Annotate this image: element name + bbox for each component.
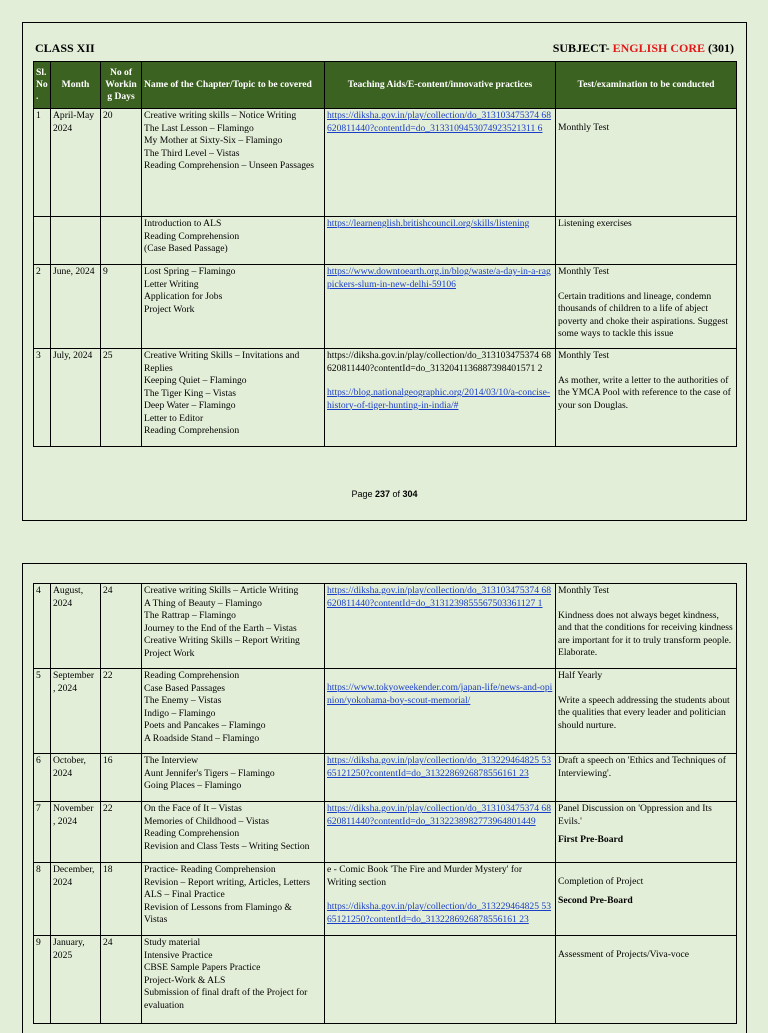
exam-label: Second Pre-Board bbox=[558, 894, 633, 906]
topic-item: The Enemy – Vistas bbox=[144, 695, 222, 706]
subject-prefix: SUBJECT- bbox=[552, 41, 613, 55]
aids-cell bbox=[325, 265, 556, 349]
test-cell bbox=[556, 349, 737, 447]
page-number: 237 bbox=[374, 489, 390, 499]
topic-item: Reading Comprehension bbox=[144, 230, 240, 242]
topic-item: Poets and Pancakes – Flamingo bbox=[144, 720, 266, 731]
aids-cell bbox=[325, 802, 556, 863]
topics-cell bbox=[142, 802, 325, 863]
topic-item: Study material bbox=[144, 937, 201, 948]
aids-cell bbox=[325, 936, 556, 1024]
topic-item: Reading Comprehension – Unseen Passages bbox=[144, 160, 314, 171]
topics-cell bbox=[142, 754, 325, 802]
topics-cell bbox=[142, 265, 325, 349]
british-council-link[interactable]: https://learnenglish.britishcouncil.org/skills/listening bbox=[327, 218, 530, 229]
topics-cell bbox=[142, 936, 325, 1024]
aids-cell bbox=[325, 349, 556, 447]
sl-no-cell: 4 bbox=[34, 584, 51, 669]
month-cell: October, 2024 bbox=[51, 754, 101, 802]
test-label: Monthly Test bbox=[558, 585, 610, 596]
test-note: As mother, write a letter to the authorities of the YMCA Pool with reference to the case of your son Douglas. bbox=[558, 374, 731, 411]
topic-item: A Roadside Stand – Flamingo bbox=[144, 732, 260, 744]
topic-item: My Mother at Sixty-Six – Flamingo bbox=[144, 135, 283, 146]
sl-no-cell bbox=[34, 217, 51, 265]
month-cell: June, 2024 bbox=[51, 265, 101, 349]
test-cell bbox=[556, 584, 737, 669]
topic-item: The Last Lesson – Flamingo bbox=[144, 122, 254, 134]
sl-no-cell: 5 bbox=[34, 669, 51, 754]
table-row bbox=[34, 936, 737, 1024]
test-cell bbox=[556, 265, 737, 349]
sl-no-cell: 9 bbox=[34, 936, 51, 1024]
topic-item: Reading Comprehension bbox=[144, 425, 240, 436]
test-note: Certain traditions and lineage, condemn thousands of children to a life of abject poverty and choke their aspirations. Suggest some ways to tackle this issue bbox=[558, 290, 728, 339]
diksha-link[interactable]: https://diksha.gov.in/play/collection/do_313103475374 68620811440?contentId=do_3132238982773964801449 bbox=[327, 803, 552, 827]
table-row bbox=[34, 863, 737, 936]
test-cell bbox=[556, 669, 737, 754]
days-cell bbox=[101, 217, 142, 265]
month-cell: April-May 2024 bbox=[51, 109, 101, 217]
subject-title bbox=[553, 41, 734, 56]
topic-item: Creative writing skills – Notice Writing bbox=[144, 110, 297, 121]
test-label: Monthly Test bbox=[558, 266, 610, 277]
column-header-test: Test/examination to be conducted bbox=[556, 62, 737, 109]
topics-cell bbox=[142, 863, 325, 936]
topic-item: CBSE Sample Papers Practice bbox=[144, 962, 261, 973]
month-cell: August, 2024 bbox=[51, 584, 101, 669]
topic-item: Indigo – Flamingo bbox=[144, 707, 216, 719]
days-cell: 18 bbox=[101, 863, 142, 936]
diksha-link[interactable]: https://diksha.gov.in/play/collection/do_313103475374 68620811440?contentId=do_3133109453074923521311 6 bbox=[327, 110, 552, 134]
sl-no-cell: 2 bbox=[34, 265, 51, 349]
aids-cell bbox=[325, 754, 556, 802]
page-footer: Page 237 of 304 bbox=[351, 489, 418, 499]
days-cell: 9 bbox=[101, 265, 142, 349]
column-header-chapter: Name of the Chapter/Topic to be covered bbox=[142, 62, 325, 109]
topic-item: The Interview bbox=[144, 755, 199, 766]
aids-cell bbox=[325, 863, 556, 936]
exam-label: First Pre-Board bbox=[558, 834, 624, 845]
diksha-link[interactable]: https://diksha.gov.in/play/collection/do_313103475374 68620811440?contentId=do_3131239855567503361127 1 bbox=[327, 585, 552, 609]
topic-item: Project Work bbox=[144, 303, 195, 315]
test-cell: Draft a speech on 'Ethics and Techniques of Interviewing'. bbox=[556, 754, 737, 802]
topic-item: ALS – Final Practice bbox=[144, 889, 225, 900]
tokyoweekender-link[interactable]: https://www.tokyoweekender.com/japan-life/news-and-opinion/yokohama-boy-scout-memorial/ bbox=[327, 682, 553, 706]
topic-item: Creative Writing Skills – Report Writing bbox=[144, 635, 300, 646]
days-cell: 22 bbox=[101, 802, 142, 863]
topic-item: Creative Writing Skills – Invitations and Replies bbox=[144, 350, 300, 374]
table-row bbox=[34, 669, 737, 754]
topic-item: Letter to Editor bbox=[144, 412, 204, 424]
test-cell: Listening exercises bbox=[556, 217, 737, 265]
topic-item: Lost Spring – Flamingo bbox=[144, 266, 236, 277]
month-cell bbox=[51, 217, 101, 265]
test-label: Assessment of Projects/Viva-voce bbox=[558, 949, 690, 960]
test-label: Half Yearly bbox=[558, 670, 603, 681]
sl-no-cell: 8 bbox=[34, 863, 51, 936]
syllabus-table bbox=[33, 61, 737, 447]
diksha-url-text: https://diksha.gov.in/play/collection/do_313103475374 68620811440?contentId=do_3132041136887398401571 2 bbox=[327, 350, 552, 374]
topic-item: Revision of Lessons from Flamingo & bbox=[144, 901, 292, 913]
month-cell: January, 2025 bbox=[51, 936, 101, 1024]
test-note: Write a speech addressing the students about the qualities that every leader and politician should nurture. bbox=[558, 694, 730, 731]
table-row bbox=[34, 265, 737, 349]
diksha-link[interactable]: https://diksha.gov.in/play/collection/do_313229464825 5365121250?contentId=do_3132286926878556161 23 bbox=[327, 755, 552, 779]
sl-no-cell: 6 bbox=[34, 754, 51, 802]
table-row bbox=[34, 349, 737, 447]
document-page-237 bbox=[22, 22, 747, 521]
topic-item: Memories of Childhood – Vistas bbox=[144, 815, 270, 827]
month-cell: September , 2024 bbox=[51, 669, 101, 754]
topic-item: Going Places – Flamingo bbox=[144, 780, 242, 791]
test-label: Panel Discussion on 'Oppression and Its Evils.' bbox=[558, 803, 712, 827]
topic-item: Project Work bbox=[144, 647, 195, 659]
aids-cell bbox=[325, 584, 556, 669]
topic-item: Keeping Quiet – Flamingo bbox=[144, 375, 247, 386]
topic-item: The Tiger King – Vistas bbox=[144, 387, 236, 399]
subject-name: ENGLISH CORE bbox=[612, 41, 705, 55]
month-cell: November , 2024 bbox=[51, 802, 101, 863]
subject-code: (301) bbox=[705, 41, 734, 55]
column-header-aids: Teaching Aids/E-content/innovative practices bbox=[325, 62, 556, 109]
aids-cell bbox=[325, 217, 556, 265]
column-header-days: No of Workin g Days bbox=[101, 62, 142, 109]
topic-item: Revision – Report writing, Articles, Letters bbox=[144, 876, 310, 888]
days-cell: 24 bbox=[101, 584, 142, 669]
test-cell bbox=[556, 802, 737, 863]
topic-item: Vistas bbox=[144, 914, 168, 925]
topic-item: On the Face of It – Vistas bbox=[144, 803, 242, 814]
topic-item: A Thing of Beauty – Flamingo bbox=[144, 597, 262, 609]
topic-item: Practice- Reading Comprehension bbox=[144, 864, 276, 875]
page-total: 304 bbox=[402, 489, 418, 499]
topic-item: Reading Comprehension bbox=[144, 670, 240, 681]
topic-item: Aunt Jennifer's Tigers – Flamingo bbox=[144, 767, 275, 779]
test-cell bbox=[556, 109, 737, 217]
month-cell: December, 2024 bbox=[51, 863, 101, 936]
diksha-link[interactable]: https://diksha.gov.in/play/collection/do_313229464825 5365121250?contentId=do_3132286926878556161 23 bbox=[327, 901, 552, 925]
table-row bbox=[34, 802, 737, 863]
topic-item: Case Based Passages bbox=[144, 682, 225, 694]
test-label: Monthly Test bbox=[558, 122, 610, 133]
sl-no-cell: 1 bbox=[34, 109, 51, 217]
test-cell bbox=[556, 863, 737, 936]
column-header-sl-no: Sl. No . bbox=[34, 62, 51, 109]
topics-cell bbox=[142, 669, 325, 754]
downtoearth-link[interactable]: https://www.downtoearth.org.in/blog/waste/a-day-in-a-ragpickers-slum-in-new-delhi-59106 bbox=[327, 266, 551, 290]
syllabus-table-continued bbox=[33, 583, 737, 1024]
test-label: Completion of Project bbox=[558, 876, 644, 887]
topic-item: Letter Writing bbox=[144, 278, 199, 290]
topic-item: Deep Water – Flamingo bbox=[144, 400, 236, 411]
topic-item: Reading Comprehension bbox=[144, 828, 240, 839]
aids-cell bbox=[325, 669, 556, 754]
test-label: Monthly Test bbox=[558, 350, 610, 361]
days-cell: 20 bbox=[101, 109, 142, 217]
aids-cell bbox=[325, 109, 556, 217]
topic-item: The Third Level – Vistas bbox=[144, 147, 240, 159]
topic-item: Revision and Class Tests – Writing Section bbox=[144, 840, 310, 852]
days-cell: 25 bbox=[101, 349, 142, 447]
topic-item: The Rattrap – Flamingo bbox=[144, 610, 236, 621]
column-header-month: Month bbox=[51, 62, 101, 109]
test-note: Kindness does not always beget kindness, and that the conditions for receiving kindness are important for it to truly transform people. Elaborate. bbox=[558, 609, 733, 658]
table-row bbox=[34, 109, 737, 217]
document-page-238 bbox=[22, 563, 747, 1033]
test-cell bbox=[556, 936, 737, 1024]
topics-cell bbox=[142, 217, 325, 265]
days-cell: 22 bbox=[101, 669, 142, 754]
sl-no-cell: 3 bbox=[34, 349, 51, 447]
natgeo-link[interactable]: https://blog.nationalgeographic.org/2014/03/10/a-concise-history-of-tiger-hunting-in-india/# bbox=[327, 387, 551, 411]
aid-description: e - Comic Book 'The Fire and Murder Mystery' for Writing section bbox=[327, 864, 523, 888]
topics-cell bbox=[142, 349, 325, 447]
topic-item: Project-Work & ALS bbox=[144, 974, 226, 986]
sl-no-cell: 7 bbox=[34, 802, 51, 863]
topic-item: (Case Based Passage) bbox=[144, 243, 228, 254]
topics-cell bbox=[142, 109, 325, 217]
topic-item: Intensive Practice bbox=[144, 949, 213, 961]
table-row bbox=[34, 754, 737, 802]
topic-item: Submission of final draft of the Project for evaluation bbox=[144, 987, 308, 1011]
table-row bbox=[34, 584, 737, 669]
topic-item: Application for Jobs bbox=[144, 291, 223, 302]
topics-cell bbox=[142, 584, 325, 669]
month-cell: July, 2024 bbox=[51, 349, 101, 447]
days-cell: 24 bbox=[101, 936, 142, 1024]
table-row bbox=[34, 217, 737, 265]
topic-item: Journey to the End of the Earth – Vistas bbox=[144, 622, 297, 634]
days-cell: 16 bbox=[101, 754, 142, 802]
class-title: CLASS XII bbox=[35, 41, 95, 55]
table-header-row bbox=[34, 62, 737, 109]
topic-item: Creative writing Skills – Article Writing bbox=[144, 585, 299, 596]
topic-item: Introduction to ALS bbox=[144, 218, 222, 229]
